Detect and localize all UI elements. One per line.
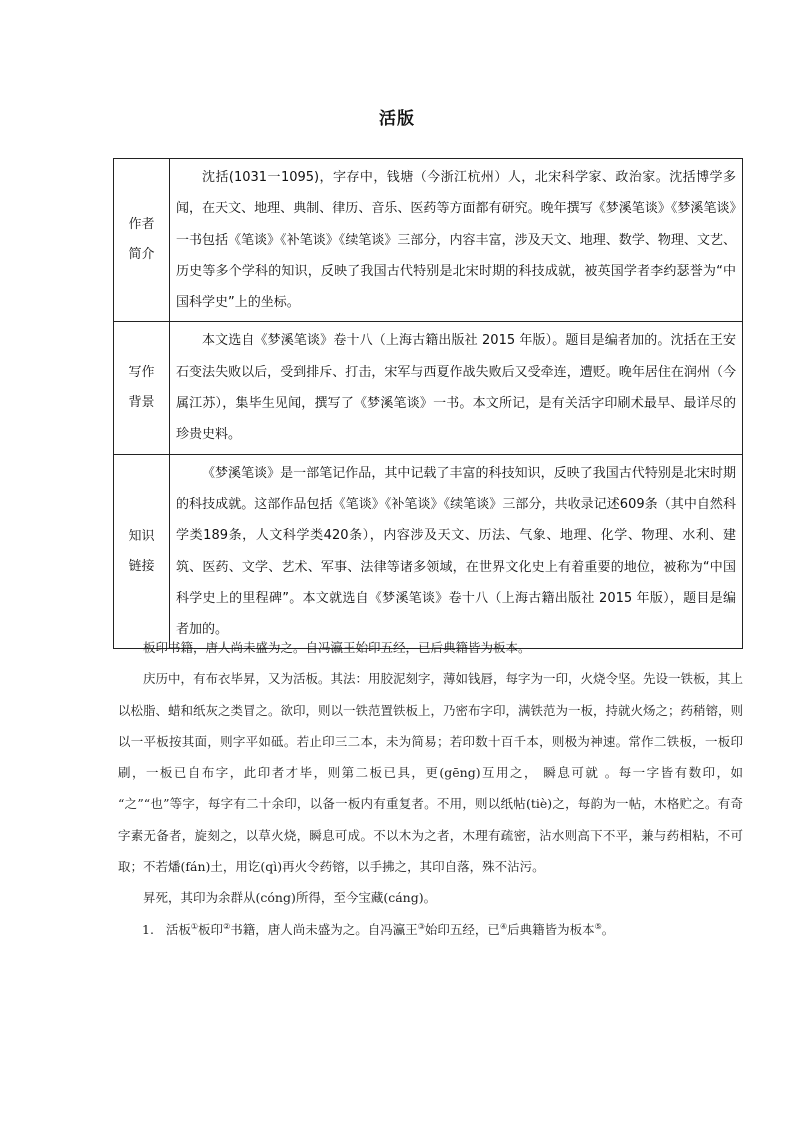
label-line: 简介 xyxy=(128,247,155,263)
footnote-marker: ② xyxy=(223,921,231,931)
text-segment: 。 xyxy=(601,921,615,937)
footnote-marker: ④ xyxy=(499,921,508,931)
footnote-marker: ③ xyxy=(417,921,425,931)
row-label-background xyxy=(114,322,170,454)
background-text: 本文选自《梦溪笔谈》卷十八（上海古籍出版社 2015 年版）。题目是编者加的。沈括在王安石变法失败以后，受到排斥、打击，宋军与西夏作战失败后又受牵连，遭贬。晚年居住在润州（今属江苏），集毕生见闻，撰写了《梦溪笔谈》一书。本文所记，是有关活字印刷术最早、最详尽的珍贵史料。 xyxy=(170,322,743,454)
text-segment: 板印 xyxy=(198,921,224,937)
text-segment: 书籍，唐人尚未盛为之。自冯瀛王 xyxy=(230,921,418,937)
text-segment: 活板 xyxy=(165,921,191,937)
item-number: 1. xyxy=(142,921,154,937)
text-segment: 始印五经，已 xyxy=(424,921,500,937)
footnote-marker: ① xyxy=(190,921,199,931)
info-table xyxy=(113,158,743,649)
label-line: 作者 xyxy=(128,217,155,233)
knowledge-link-text: 《梦溪笔谈》是一部笔记作品，其中记载了丰富的科技知识，反映了我国古代特别是北宋时期的科技成就。这部作品包括《笔谈》《补笔谈》《续笔谈》三部分，共收录记述609条（其中自然科学类189条，人文科学类420条），内容涉及天文、历法、气象、地理、化学、物理、水利、建筑、医药、文学、艺术、军事、法律等诸多领域，在世界文化史上有着重要的地位，被称为“中国科学史上的里程碑”。本文就选自《梦溪笔谈》卷十八（上海古籍出版社 2015 年版），题目是编者加的。 xyxy=(170,454,743,649)
classical-text xyxy=(118,632,743,945)
document-title: 活版 xyxy=(379,109,415,129)
table-row xyxy=(114,322,743,454)
footnote-marker: ⑤ xyxy=(594,921,602,931)
label-line: 写作 xyxy=(128,365,155,381)
text-segment: 后典籍皆为板本 xyxy=(507,921,595,937)
table-row xyxy=(114,454,743,649)
paragraph: 昇死，其印为余群从(cóng)所得，至今宝藏(cáng)。 xyxy=(143,890,437,906)
table-row xyxy=(114,159,743,322)
paragraph: 板印书籍，唐人尚未盛为之。自冯瀛王始印五经，已后典籍皆为板本。 xyxy=(143,640,531,655)
paragraph: 庆历中，有布衣毕昇，又为活板。其法：用胶泥刻字，薄如钱唇，每字为一印，火烧令坚。先设一铁板，其上以松脂、蜡和纸灰之类冒之。欲印，则以一铁范置铁板上，乃密布字印，满铁范为一板，持就火炀之；药稍镕，则以一平板按其面，则字平如砥。若止印三二本，未为简易；若印数十百千本，则极为神速。常作二铁板，一板印刷，一板已自布字，此印者才毕，则第二板已具，更(gēng)互用之， 瞬息可就 。每一字皆有数印，如 “之”“也”等字，每字有二十余印，以备一板内有重复者。不用，则以纸帖(tiè)之，每韵为一帖，木格贮之。有奇字素无备者，旋刻之，以草火烧，瞬息可成。不以木为之者，木理有疏密，沾水则高下不平，兼与药相粘，不可取；不若燔(fán)土，用讫(qì)再火令药镕，以手拂之，其印自落，殊不沾污。 xyxy=(118,671,744,875)
label-line: 背景 xyxy=(128,395,155,411)
label-line: 知识 xyxy=(128,528,155,544)
numbered-item xyxy=(118,914,743,945)
row-label-author xyxy=(114,159,170,322)
label-line: 链接 xyxy=(128,558,155,574)
author-intro-text: 沈括(1031一1095)，字存中，钱塘（今浙江杭州）人，北宋科学家、政治家。沈括博学多闻，在天文、地理、典制、律历、音乐、医药等方面都有研究。晚年撰写《梦溪笔谈》《梦溪笔谈》一书包括《笔谈》《补笔谈》《续笔谈》三部分，内容丰富，涉及天文、地理、数学、物理、文艺、历史等多个学科的知识，反映了我国古代特别是北宋时期的科技成就，被英国学者李约瑟誉为“中国科学史”上的坐标。 xyxy=(170,159,743,322)
row-label-knowledge xyxy=(114,454,170,649)
